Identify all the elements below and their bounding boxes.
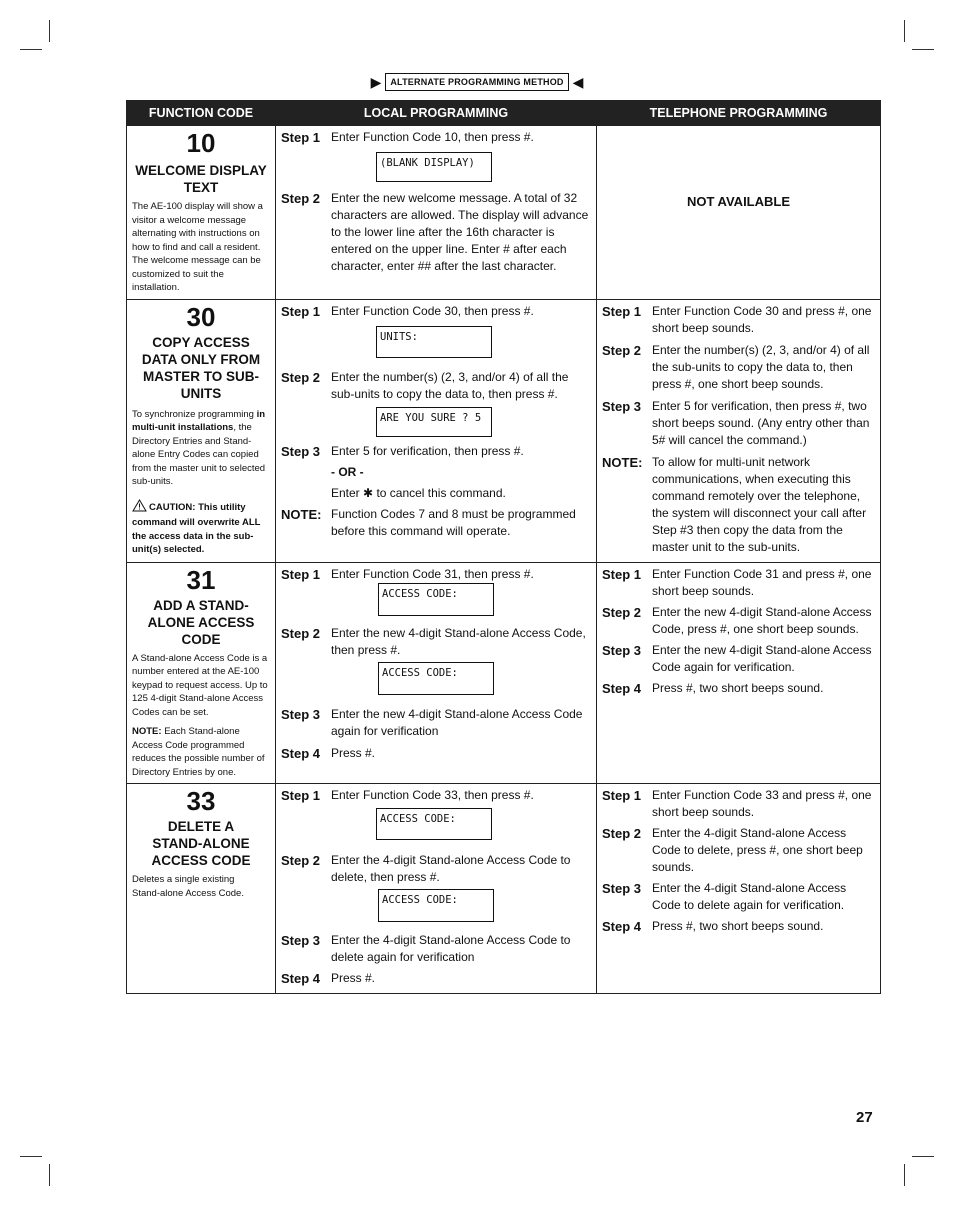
step-text: Enter the 4-digit Stand-alone Access Code to delete, then press #. <box>331 853 571 884</box>
local-programming-cell: Step 1 Enter Function Code 30, then press #. UNITS: Step 2 Enter the number(s) (2, 3, and/or 4) of all the sub-units to copy the data to, then press #. ARE YOU SURE ? 5 Step 3 Enter 5 for verification, then press #. - OR - Enter ✱ to cancel this command. NOTE: Function Codes 7 and 8 must be programmed before this command will operate. <box>276 299 597 562</box>
step-label: Step 2 <box>281 853 321 868</box>
step-label: Step 4 <box>281 745 321 761</box>
step-text: Enter the new 4-digit Stand-alone Access Code, press #, one short beep sounds. <box>652 604 872 636</box>
step-label: Step 4 <box>281 971 321 986</box>
lcd-display: ACCESS CODE: <box>376 808 492 840</box>
function-code-number: 33 <box>186 786 216 816</box>
note-text: To allow for multi-unit network communications, when executing this command remotely over the telephone, the system will disconnect your call after Step #3 then copy the data from the master unit to the sub-units. <box>652 454 867 554</box>
step-label: Step 1 <box>602 566 642 582</box>
telephone-programming-cell <box>597 126 881 300</box>
lcd-display: ARE YOU SURE ? 5 <box>376 407 492 437</box>
step-text: Enter Function Code 31 and press #, one short beep sounds. <box>652 566 872 598</box>
step-text: Enter the new welcome message. A total of 32 characters are allowed. The display will advance to the lower line after the 16th character is entered on the upper line. Enter # after each character, enter ## after the last character. <box>331 191 589 273</box>
star-key-icon: ✱ <box>363 485 374 500</box>
step-label: Step 2 <box>281 191 321 206</box>
telephone-programming-cell <box>597 784 881 994</box>
crop-mark <box>49 1164 50 1186</box>
crop-mark <box>20 1156 42 1157</box>
step-label: Step 1 <box>281 130 321 145</box>
crop-mark <box>904 20 905 42</box>
function-code-cell <box>127 126 276 300</box>
step-text: Enter Function Code 10, then press #. <box>331 130 534 144</box>
function-code-number: 10 <box>186 128 216 158</box>
or-separator: - OR - <box>331 464 364 479</box>
step-text: Enter Function Code 30, then press #. <box>331 303 534 318</box>
step-label: Step 2 <box>281 369 321 385</box>
step-text: Enter the number(s) (2, 3, and/or 4) of all the sub-units to copy the data to, then press #. <box>331 369 569 401</box>
step-text: Enter 5 for verification, then press #. <box>331 443 524 458</box>
header-function-code: FUNCTION CODE <box>127 101 276 126</box>
step-text: Enter the number(s) (2, 3, and/or 4) of all the sub-units to copy the data to, then press #, one short beep sounds. <box>652 342 870 391</box>
function-title: DELETE A STAND-ALONE ACCESS CODE <box>151 819 251 868</box>
step-label: Step 1 <box>602 303 642 319</box>
crop-mark <box>20 49 42 50</box>
function-description: Deletes a single existing Stand-alone Access Code. <box>132 874 244 899</box>
step-text: Enter the 4-digit Stand-alone Access Code to delete again for verification <box>331 933 571 964</box>
crop-mark <box>904 1164 905 1186</box>
lcd-display: (BLANK DISPLAY) <box>376 152 492 182</box>
function-description: To synchronize programming in multi-unit installations, the Directory Entries and Stand-alone Entry Codes can copied from the master unit to selected sub-units. <box>132 408 266 487</box>
step-label: Step 1 <box>602 788 642 803</box>
step-label: Step 3 <box>602 642 642 658</box>
step-text: Enter Function Code 31, then press #. <box>331 566 534 581</box>
step-label: Step 2 <box>602 826 642 841</box>
step-label: Step 4 <box>602 680 642 696</box>
crop-mark <box>49 20 50 42</box>
step-label: Step 4 <box>602 919 642 934</box>
banner-label: ALTERNATE PROGRAMMING METHOD <box>385 73 568 91</box>
step-label: Step 2 <box>602 604 642 620</box>
function-note: NOTE: Each Stand-alone Access Code programmed reduces the possible number of Directory Entries by one. <box>132 726 265 778</box>
page-number: 27 <box>856 1109 873 1126</box>
not-available-text: NOT AVAILABLE <box>686 194 791 209</box>
lcd-display: ACCESS CODE: <box>378 583 494 616</box>
header-telephone-programming: TELEPHONE PROGRAMMING <box>597 101 881 126</box>
note-label: NOTE: <box>281 506 322 522</box>
table-row <box>127 784 881 994</box>
function-title: COPY ACCESS DATA ONLY FROM MASTER TO SUB-UNITS <box>141 334 261 401</box>
step-text: Enter the 4-digit Stand-alone Access Code to delete again for verification. <box>652 881 847 912</box>
function-title: WELCOME DISPLAY TEXT <box>135 163 267 195</box>
programming-table <box>126 100 881 994</box>
function-code-cell <box>127 784 276 994</box>
crop-mark <box>912 49 934 50</box>
step-text: Enter Function Code 30 and press #, one short beep sounds. <box>652 303 872 335</box>
step-text: Enter 5 for verification, then press #, two short beeps sound. (Any entry other than 5# will cancel the command.) <box>652 398 870 447</box>
note-text: Function Codes 7 and 8 must be programmed before this command will operate. <box>331 506 576 538</box>
table-header-row <box>127 101 881 126</box>
warning-triangle-icon <box>132 499 147 517</box>
crop-mark <box>912 1156 934 1157</box>
local-programming-cell <box>276 562 597 784</box>
note-label: NOTE: <box>602 454 643 470</box>
function-title: ADD A STAND-ALONE ACCESS CODE <box>147 597 255 647</box>
step-text: Enter the new 4-digit Stand-alone Access Code, then press #. <box>331 625 586 657</box>
local-programming-cell <box>276 784 597 994</box>
step-label: Step 2 <box>281 625 321 641</box>
step-label: Step 1 <box>281 566 321 582</box>
step-label: Step 1 <box>281 788 321 803</box>
step-text: Press #, two short beeps sound. <box>652 919 824 933</box>
arrow-left-icon: ◀ <box>572 74 584 90</box>
table-row <box>127 126 881 300</box>
telephone-programming-cell <box>597 562 881 784</box>
function-code-number: 30 <box>186 301 216 332</box>
step-text: Enter the 4-digit Stand-alone Access Code to delete, press #, one short beep sounds. <box>652 826 863 874</box>
function-code-cell <box>127 562 276 784</box>
step-text: Enter the new 4-digit Stand-alone Access Code again for verification <box>331 706 583 738</box>
step-label: Step 3 <box>602 881 642 896</box>
step-label: Step 3 <box>602 398 642 414</box>
step-text: Enter Function Code 33, then press #. <box>331 788 534 802</box>
arrow-right-icon: ▶ <box>370 74 382 90</box>
step-text: Press #. <box>331 971 376 985</box>
telephone-programming-cell <box>597 299 881 562</box>
local-programming-cell <box>276 126 597 300</box>
lcd-display: ACCESS CODE: <box>378 662 494 695</box>
step-label: Step 3 <box>281 706 321 722</box>
function-description: A Stand-alone Access Code is a number entered at the AE-100 keypad to request access. Up to 125 4-digit Stand-alone Access Codes can be set. <box>132 652 268 718</box>
step-label: Step 2 <box>602 342 642 358</box>
step-label: Step 1 <box>281 303 321 319</box>
step-label: Step 3 <box>281 933 321 948</box>
section-banner <box>0 73 954 91</box>
function-code-cell <box>127 299 276 562</box>
function-description: The AE-100 display will show a visitor a welcome message alternating with instructions on how to find and call a resident. The welcome message can be customized to suit the installation. <box>132 201 263 293</box>
lcd-display: UNITS: <box>376 326 492 358</box>
lcd-display: ACCESS CODE: <box>378 889 494 922</box>
header-local-programming: LOCAL PROGRAMMING <box>276 101 597 126</box>
table-row <box>127 299 881 562</box>
caution-text: CAUTION: This utility command will overwrite ALL the access data in the sub-unit(s) selected. <box>132 499 270 557</box>
step-text: Press #, two short beeps sound. <box>652 680 824 695</box>
table-row <box>127 562 881 784</box>
step-text: Enter Function Code 33 and press #, one short beep sounds. <box>652 788 872 819</box>
function-code-number: 31 <box>186 564 216 595</box>
step-text: Enter the new 4-digit Stand-alone Access Code again for verification. <box>652 642 872 674</box>
step-label: Step 3 <box>281 443 321 459</box>
step-text: Press #. <box>331 745 376 760</box>
